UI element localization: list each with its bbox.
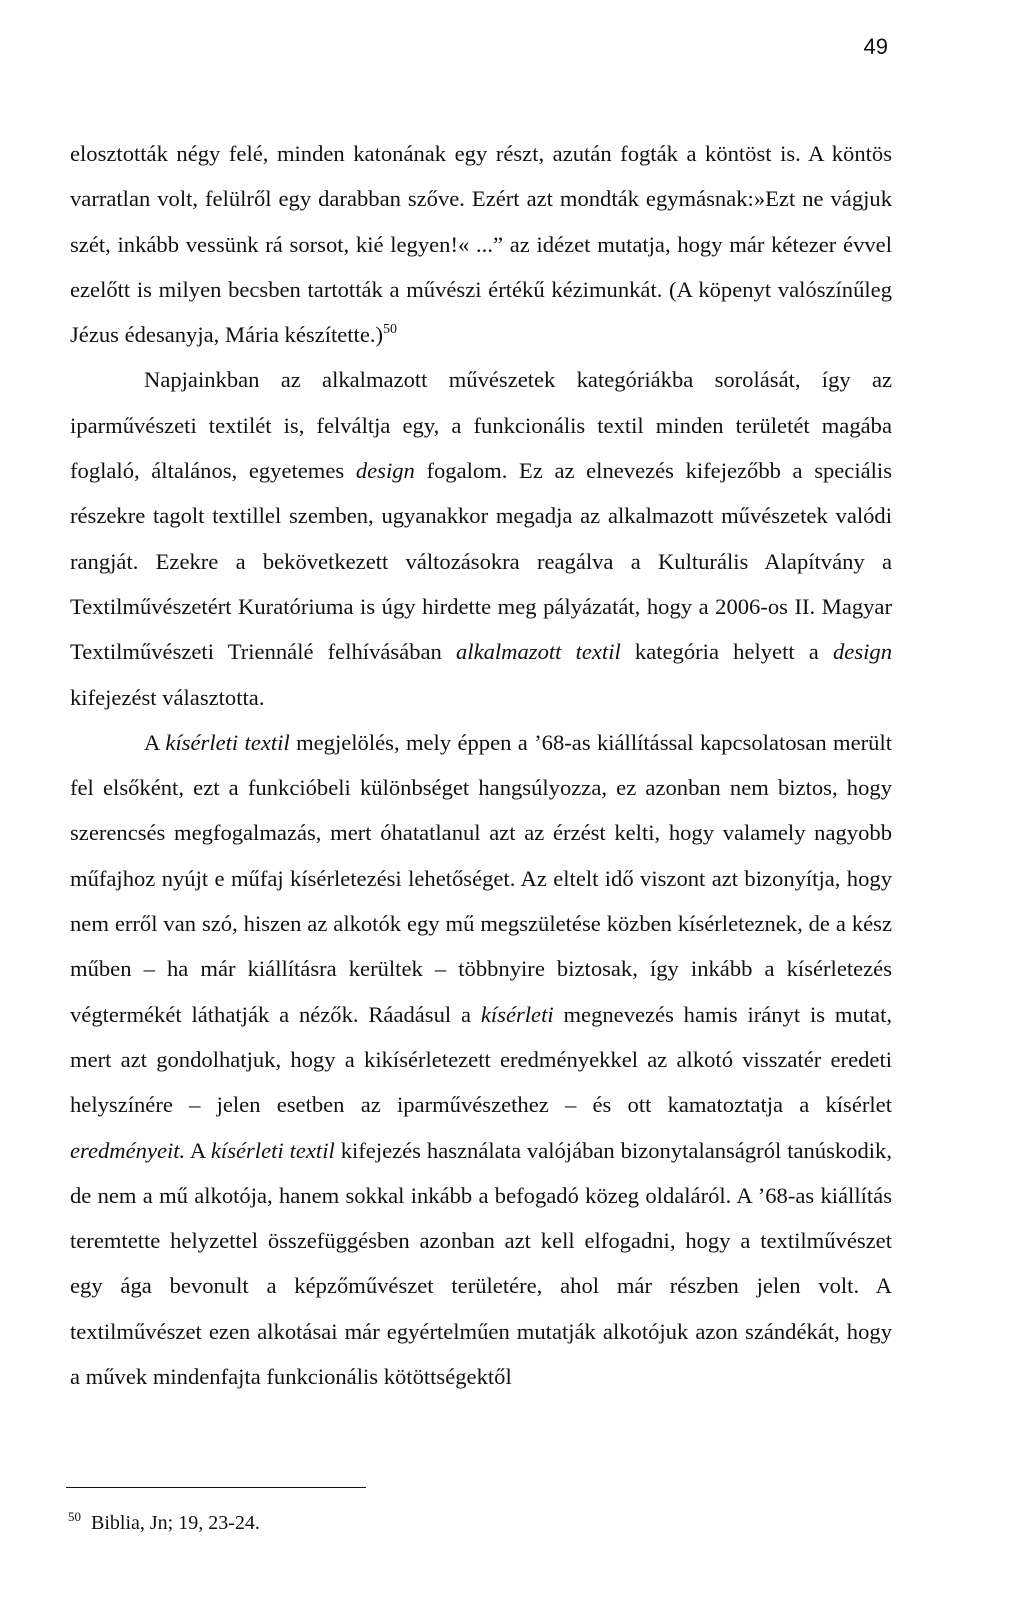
paragraph-text: kategória helyett a [620, 639, 833, 665]
italic-term: kísérleti textil [210, 1137, 335, 1163]
footnote-text: Biblia, Jn; 19, 23-24. [91, 1512, 260, 1534]
paragraph-text: Napjainkban az alkalmazott művészetek kategóriákba sorolását, így az iparművészeti textilét is, felváltja egy, a funkcionális textil minden területét magába foglaló, általános, egyetemes [70, 367, 892, 484]
page-number: 49 [863, 34, 888, 59]
paragraph-experimental-textile [70, 720, 892, 1399]
paragraph-text: kifejezés használata valójában bizonytalanságról tanúskodik, de nem a mű alkotója, hanem sokkal inkább a befogadó közeg oldaláról. A ’68-as kiállítás teremtette helyzettel összefüggésben azonban azt kell elfogadni, hogy a textilművészet egy ága bevonult a képzőművészet területére, ahol már részben jelen volt. A textilművészet ezen alkotásai már egyértelműen mutatják alkotójuk azon szándékát, hogy a művek mindenfajta funkcionális kötöttségektől [70, 1137, 892, 1390]
paragraph-text: kifejezést választotta. [70, 684, 265, 710]
paragraph-text: A [185, 1137, 211, 1163]
italic-term: kísérleti textil [165, 729, 290, 755]
italic-term: kísérleti [480, 1001, 554, 1027]
italic-term: design [833, 639, 892, 665]
paragraph-design-concept [70, 357, 892, 719]
page-body [70, 131, 892, 1399]
paragraph-text: megjelölés, mely éppen a ’68-as kiállítással kapcsolatosan merült fel elsőként, ezt a funkcióbeli különbséget hangsúlyozza, ez azonban nem biztos, hogy szerencsés megfogalmazás, mert óhatatlanul azt az érzést kelti, hogy valamely nagyobb műfajhoz nyújt e műfaj kísérletezési lehetőséget. Az eltelt idő viszont azt bizonyítja, hogy nem erről van szó, hiszen az alkotók egy mű megszületése közben kísérleteznek, de a kész műben – ha már kiállításra kerültek – többnyire biztosak, így inkább a kísérletezés végtermékét láthatják a nézők. Ráadásul a [70, 729, 893, 1027]
italic-term: eredményeit. [70, 1137, 186, 1163]
footnote-number: 50 [68, 1509, 81, 1524]
paragraph-text: elosztották négy felé, minden katonának egy részt, azután fogták a köntöst is. A köntös varratlan volt, felülről egy darabban szőve. Ezért azt mondták egymásnak:»Ezt ne vágjuk szét, inkább vessünk rá sorsot, kié legyen!« ...” az idézet mutatja, hogy már kétezer évvel ezelőtt is milyen becsben tartották a művészi értékű kézimunkát. (A köpenyt valószínűleg Jézus édesanyja, Mária készítette.) [70, 141, 892, 348]
paragraph-continuation [70, 131, 892, 357]
footnote [68, 1510, 260, 1536]
italic-term: alkalmazott textil [456, 639, 621, 665]
paragraph-text: A [144, 729, 166, 755]
paragraph-text: fogalom. Ez az elnevezés kifejezőbb a speciális részekre tagolt textillel szemben, ugyanakkor megadja az alkalmazott művészetek valódi rangját. Ezekre a bekövetkezett változásokra reagálva a Kulturális Alapítvány a Textilművészetért Kuratóriuma is úgy hirdette meg pályázatát, hogy a 2006-os II. Magyar Textilművészeti Triennálé felhívásában [70, 458, 892, 665]
footnote-divider [66, 1487, 366, 1488]
italic-term: design [355, 458, 415, 484]
paragraph-text: megnevezés hamis irányt is mutat, mert azt gondolhatjuk, hogy a kikísérletezett eredményekkel az alkotó visszatér eredeti helyszínére – jelen esetben az iparművészethez – és ott kamatoztatja a kísérlet [70, 1001, 892, 1118]
footnote-reference: 50 [383, 322, 398, 338]
